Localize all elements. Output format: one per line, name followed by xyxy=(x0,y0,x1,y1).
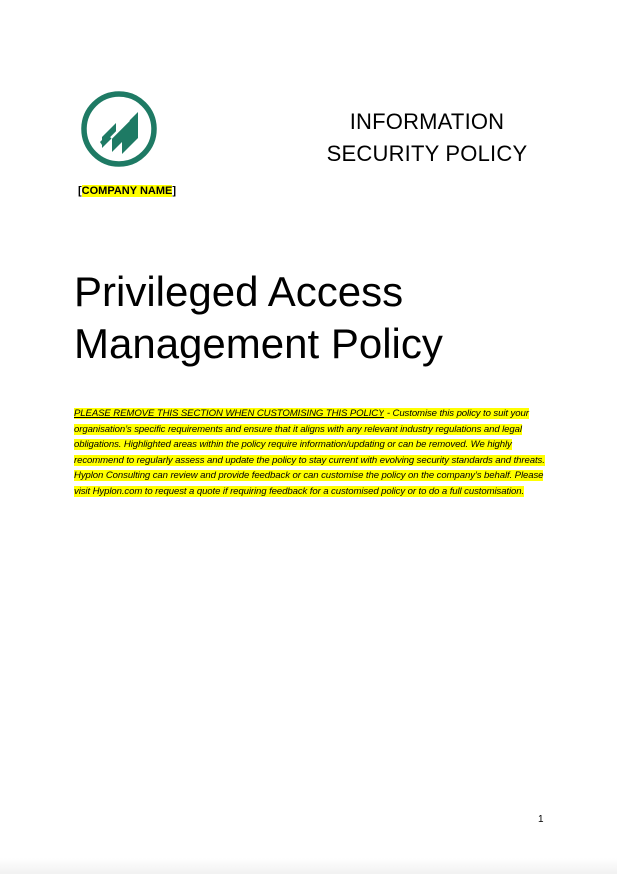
page-bottom-edge xyxy=(0,858,617,874)
policy-title-line-2: Management Policy xyxy=(74,320,443,367)
company-name-bracket-open: [ xyxy=(78,185,82,197)
policy-title xyxy=(74,266,443,370)
notice-body: - Customise this policy to suit your organisation’s specific requirements and ensure that it aligns with any relevant industry regulations and legal obligations. Highlighted areas within the policy require information/updating or can be removed. We highly recommend to regularly assess and update the policy to stay current with evolving security standards and threats. Hyplon Consulting can review and provide feedback or can customise the policy on the company’s behalf. Please visit Hyplon.com to request a quote if requiring feedback for a customised policy or to do a full customisation. xyxy=(74,408,545,497)
customisation-notice xyxy=(74,406,546,500)
company-name-highlight: COMPANY NAME xyxy=(81,185,173,197)
notice-lead: PLEASE REMOVE THIS SECTION WHEN CUSTOMISING THIS POLICY xyxy=(74,408,385,419)
policy-title-line-1: Privileged Access xyxy=(74,268,404,315)
document-type-line-1: INFORMATION xyxy=(349,109,505,134)
document-type-line-2: SECURITY POLICY xyxy=(326,141,528,166)
document-type-heading xyxy=(322,106,532,170)
company-logo-icon xyxy=(80,90,158,168)
page-number: 1 xyxy=(538,814,544,825)
company-name-bracket-close: ] xyxy=(172,185,176,197)
company-name-placeholder xyxy=(78,184,176,198)
